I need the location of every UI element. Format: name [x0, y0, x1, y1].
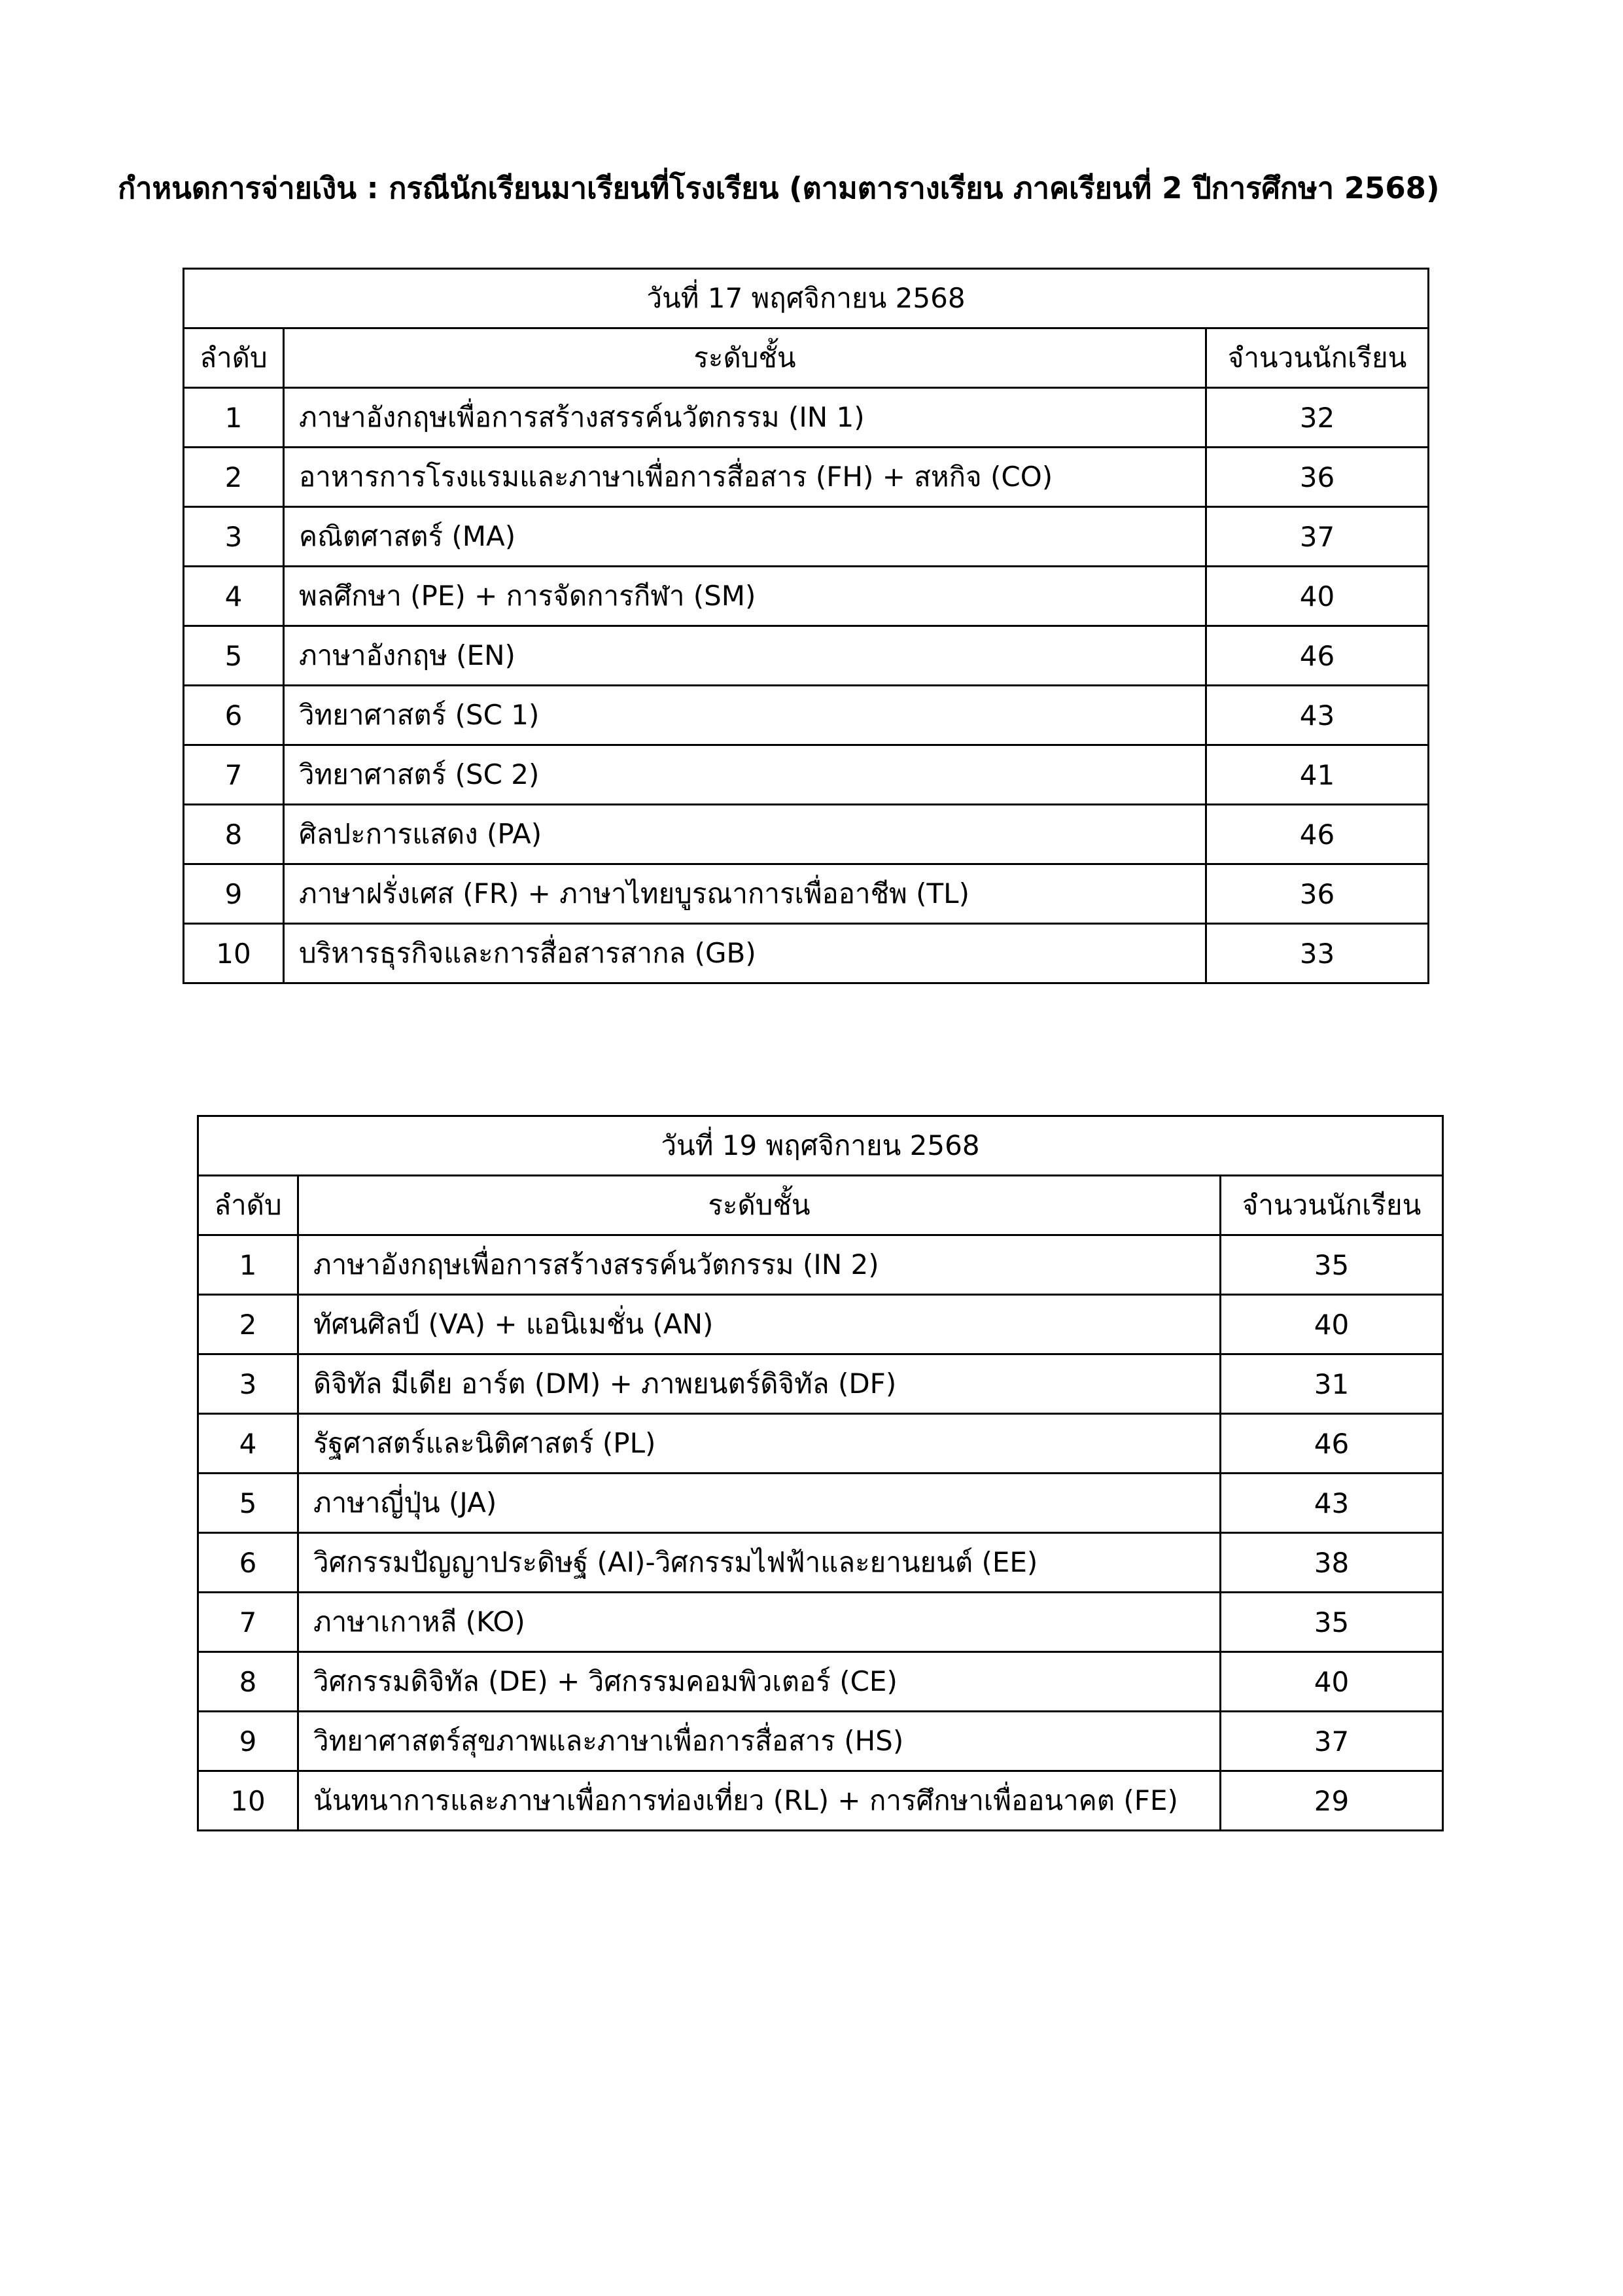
- row-no: 10: [184, 924, 284, 983]
- row-level: ภาษาเกาหลี (KO): [298, 1593, 1221, 1652]
- table-row: [198, 1652, 1443, 1712]
- row-no: 6: [184, 686, 284, 745]
- row-level: วิทยาศาสตร์ (SC 1): [284, 686, 1206, 745]
- row-level: วิทยาศาสตร์ (SC 2): [284, 745, 1206, 805]
- row-count: 29: [1221, 1771, 1443, 1831]
- row-level: วิทยาศาสตร์สุขภาพและภาษาเพื่อการสื่อสาร (HS): [298, 1712, 1221, 1771]
- table-title-row: [184, 269, 1429, 328]
- row-count: 46: [1206, 805, 1429, 864]
- column-header-count: จำนวนนักเรียน: [1221, 1176, 1443, 1235]
- table-row: [198, 1354, 1443, 1414]
- table-row: [184, 507, 1429, 567]
- table-row: [184, 924, 1429, 983]
- row-level: ภาษาอังกฤษ (EN): [284, 626, 1206, 686]
- table-row: [184, 388, 1429, 448]
- column-header-no: ลำดับ: [198, 1176, 298, 1235]
- row-no: 7: [184, 745, 284, 805]
- row-no: 8: [198, 1652, 298, 1712]
- row-count: 37: [1221, 1712, 1443, 1771]
- row-no: 8: [184, 805, 284, 864]
- row-count: 31: [1221, 1354, 1443, 1414]
- row-level: วิศกรรมปัญญาประดิษฐ์ (AI)-วิศกรรมไฟฟ้าและยานยนต์ (EE): [298, 1533, 1221, 1593]
- table-header-row: [198, 1176, 1443, 1235]
- table-row: [184, 686, 1429, 745]
- column-header-level: ระดับชั้น: [298, 1176, 1221, 1235]
- table-row: [184, 745, 1429, 805]
- row-no: 7: [198, 1593, 298, 1652]
- table-row: [198, 1235, 1443, 1295]
- row-count: 36: [1206, 864, 1429, 924]
- row-count: 41: [1206, 745, 1429, 805]
- row-no: 4: [184, 567, 284, 626]
- table-row: [198, 1771, 1443, 1831]
- table-date: วันที่ 17 พฤศจิกายน 2568: [184, 269, 1429, 328]
- row-no: 9: [198, 1712, 298, 1771]
- row-count: 43: [1221, 1474, 1443, 1533]
- schedule-table-nov-17: [183, 268, 1429, 984]
- table-row: [198, 1712, 1443, 1771]
- row-count: 33: [1206, 924, 1429, 983]
- row-level: พลศึกษา (PE) + การจัดการกีฬา (SM): [284, 567, 1206, 626]
- table-row: [184, 864, 1429, 924]
- table-row: [198, 1295, 1443, 1354]
- table-row: [184, 448, 1429, 507]
- row-level: ภาษาญี่ปุ่น (JA): [298, 1474, 1221, 1533]
- row-level: ภาษาอังกฤษเพื่อการสร้างสรรค์นวัตกรรม (IN 1): [284, 388, 1206, 448]
- row-no: 5: [184, 626, 284, 686]
- row-count: 46: [1206, 626, 1429, 686]
- row-level: ทัศนศิลป์ (VA) + แอนิเมชั่น (AN): [298, 1295, 1221, 1354]
- column-header-no: ลำดับ: [184, 328, 284, 388]
- row-no: 1: [184, 388, 284, 448]
- table-row: [198, 1414, 1443, 1474]
- row-no: 3: [184, 507, 284, 567]
- row-level: ภาษาฝรั่งเศส (FR) + ภาษาไทยบูรณาการเพื่ออาชีพ (TL): [284, 864, 1206, 924]
- row-count: 46: [1221, 1414, 1443, 1474]
- row-level: รัฐศาสตร์และนิติศาสตร์ (PL): [298, 1414, 1221, 1474]
- row-count: 32: [1206, 388, 1429, 448]
- schedule-table-nov-19: [197, 1115, 1444, 1831]
- table-date: วันที่ 19 พฤศจิกายน 2568: [198, 1116, 1443, 1176]
- column-header-count: จำนวนนักเรียน: [1206, 328, 1429, 388]
- row-count: 35: [1221, 1235, 1443, 1295]
- row-no: 3: [198, 1354, 298, 1414]
- row-level: ภาษาอังกฤษเพื่อการสร้างสรรค์นวัตกรรม (IN 2): [298, 1235, 1221, 1295]
- row-no: 1: [198, 1235, 298, 1295]
- table-title-row: [198, 1116, 1443, 1176]
- table-row: [198, 1474, 1443, 1533]
- row-count: 40: [1221, 1652, 1443, 1712]
- row-count: 35: [1221, 1593, 1443, 1652]
- page-title: กำหนดการจ่ายเงิน : กรณีนักเรียนมาเรียนที่โรงเรียน (ตามตารางเรียน ภาคเรียนที่ 2 ปีการศึกษา 2568): [118, 171, 1440, 205]
- row-no: 10: [198, 1771, 298, 1831]
- row-count: 43: [1206, 686, 1429, 745]
- table-row: [184, 626, 1429, 686]
- row-level: นันทนาการและภาษาเพื่อการท่องเที่ยว (RL) + การศึกษาเพื่ออนาคต (FE): [298, 1771, 1221, 1831]
- row-count: 40: [1221, 1295, 1443, 1354]
- table-row: [198, 1593, 1443, 1652]
- row-count: 37: [1206, 507, 1429, 567]
- row-no: 6: [198, 1533, 298, 1593]
- row-count: 36: [1206, 448, 1429, 507]
- row-count: 40: [1206, 567, 1429, 626]
- row-level: ดิจิทัล มีเดีย อาร์ต (DM) + ภาพยนตร์ดิจิทัล (DF): [298, 1354, 1221, 1414]
- row-no: 4: [198, 1414, 298, 1474]
- row-level: ศิลปะการแสดง (PA): [284, 805, 1206, 864]
- row-count: 38: [1221, 1533, 1443, 1593]
- row-level: วิศกรรมดิจิทัล (DE) + วิศกรรมคอมพิวเตอร์ (CE): [298, 1652, 1221, 1712]
- table-header-row: [184, 328, 1429, 388]
- column-header-level: ระดับชั้น: [284, 328, 1206, 388]
- row-level: บริหารธุรกิจและการสื่อสารสากล (GB): [284, 924, 1206, 983]
- row-no: 9: [184, 864, 284, 924]
- row-no: 2: [198, 1295, 298, 1354]
- row-level: คณิตศาสตร์ (MA): [284, 507, 1206, 567]
- row-no: 5: [198, 1474, 298, 1533]
- table-row: [184, 567, 1429, 626]
- row-no: 2: [184, 448, 284, 507]
- table-row: [198, 1533, 1443, 1593]
- table-row: [184, 805, 1429, 864]
- row-level: อาหารการโรงแรมและภาษาเพื่อการสื่อสาร (FH) + สหกิจ (CO): [284, 448, 1206, 507]
